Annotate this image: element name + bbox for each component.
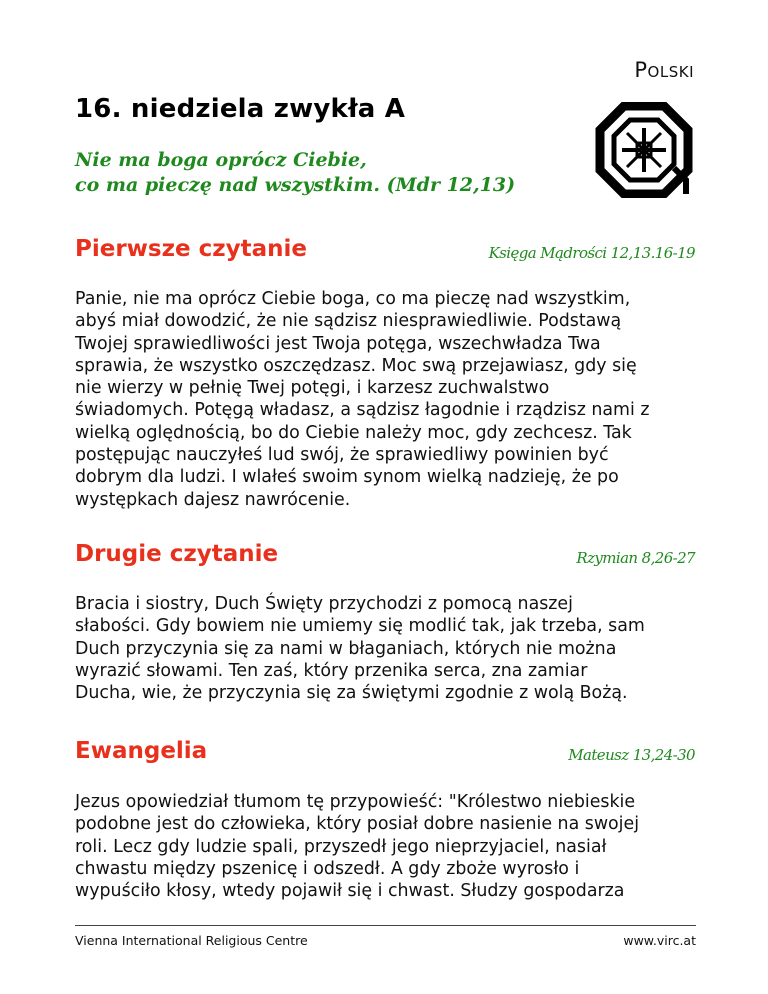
text-line: chwastu między pszenicę i odszedł. A gdy zboże wyrosło i	[75, 858, 580, 879]
section-title: Pierwsze czytanie	[75, 236, 307, 262]
scripture-reference: Mateusz 13,24-30	[568, 746, 695, 764]
text-line: nie wierzy w pełnię Twej potęgi, i karzesz zuchwalstwo	[75, 378, 550, 399]
first-reading-text	[75, 288, 700, 511]
text-line: Twojej sprawiedliwości jest Twoja potęga, wszechwładza Twa	[75, 333, 601, 354]
text-line: podobne jest do człowieka, który posiał dobre nasienie na swojej	[75, 814, 640, 835]
motto	[75, 148, 595, 198]
motto-line: Nie ma boga oprócz Ciebie,	[75, 149, 367, 171]
text-line: słabości. Gdy bowiem nie umiemy się modlić tak, jak trzeba, sam	[75, 616, 645, 637]
section-header-second-reading	[75, 541, 695, 575]
text-line: świadomych. Potęgą władasz, a sądzisz łagodnie i rządzisz nami z	[75, 400, 650, 421]
text-line: Jezus opowiedział tłumom tę przypowieść: "Królestwo niebieskie	[75, 792, 636, 812]
second-reading-text	[75, 593, 700, 704]
section-title: Ewangelia	[75, 738, 208, 764]
footer-website-link[interactable]: www.virc.at	[623, 933, 696, 948]
motto-line: co ma pieczę nad wszystkim. (Mdr 12,13)	[75, 174, 516, 196]
text-line: wielką oględnością, bo do Ciebie należy moc, gdy zechcesz. Tak	[75, 422, 632, 443]
text-line: Ducha, wie, że przyczynia się za świętymi zgodnie z wolą Bożą.	[75, 683, 628, 704]
section-header-first-reading	[75, 236, 695, 270]
language-label: Polski	[634, 58, 694, 82]
text-line: Duch przyczynia się za nami w błaganiach, których nie można	[75, 638, 617, 659]
text-line: Panie, nie ma oprócz Ciebie boga, co ma pieczę nad wszystkim,	[75, 289, 631, 309]
page-title: 16. niedziela zwykła A	[75, 94, 406, 124]
text-line: abyś miał dowodzić, że nie sądzisz niesprawiedliwie. Podstawą	[75, 311, 622, 332]
text-line: roli. Lecz gdy ludzie spali, przyszedł jego nieprzyjaciel, nasiał	[75, 836, 607, 857]
scripture-reference: Księga Mądrości 12,13.16-19	[488, 244, 695, 262]
footer-divider	[75, 925, 696, 926]
footer-organization: Vienna International Religious Centre	[75, 933, 308, 948]
text-line: sprawia, że wszystko oszczędzasz. Moc swą przejawiasz, gdy się	[75, 355, 637, 376]
text-line: występkach dajesz nawrócenie.	[75, 489, 351, 510]
text-line: Bracia i siostry, Duch Święty przychodzi z pomocą naszej	[75, 594, 573, 614]
text-line: postępując nauczyłeś lud swój, że sprawiedliwy powinien być	[75, 445, 609, 466]
scripture-reference: Rzymian 8,26-27	[576, 549, 695, 567]
gospel-text	[75, 791, 700, 902]
section-header-gospel	[75, 738, 695, 772]
text-line: dobrym dla ludzi. I wlałeś swoim synom wielką nadzieję, że po	[75, 467, 619, 488]
section-title: Drugie czytanie	[75, 541, 279, 567]
text-line: wypuściło kłosy, wtedy pojawił się i chwast. Słudzy gospodarza	[75, 881, 625, 902]
text-line: wyrazić słowami. Ten zaś, który przenika serca, zna zamiar	[75, 660, 588, 681]
virc-emblem-icon	[594, 102, 694, 198]
